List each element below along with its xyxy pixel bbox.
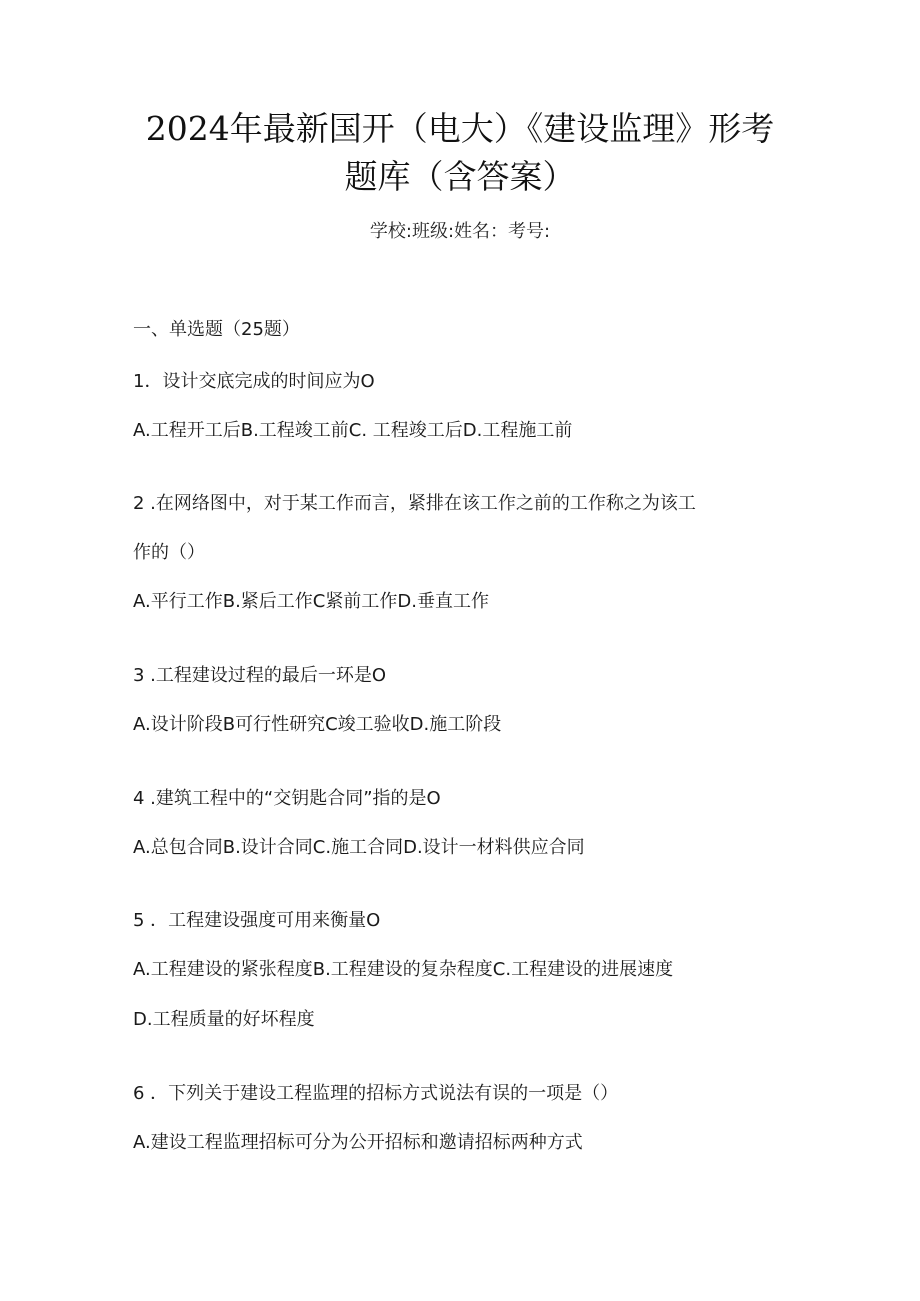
document-title-line-2: 题库（含答案） bbox=[344, 157, 576, 196]
question-6-options: A.建设工程监理招标可分为公开招标和邀请招标两种方式 bbox=[133, 1132, 583, 1153]
document-title-line-1: 2024年最新国开（电大）《建设监理》形考 bbox=[145, 109, 775, 148]
question-4-stem: 4 .建筑工程中的“交钥匙合同”指的是O bbox=[133, 788, 441, 809]
question-2-stem-continued: 作的（） bbox=[133, 542, 205, 563]
question-1-stem: 1．设计交底完成的时间应为O bbox=[133, 371, 375, 392]
student-info-line: 学校:班级:姓名：考号: bbox=[369, 221, 551, 242]
section-heading: 一、单选题（25题） bbox=[133, 319, 300, 340]
question-5-options-line-1: A.工程建设的紧张程度B.工程建设的复杂程度C.工程建设的进展速度 bbox=[133, 959, 674, 980]
question-2-stem: 2 .在网络图中，对于某工作而言，紧排在该工作之前的工作称之为该工 bbox=[133, 493, 696, 514]
question-4-options: A.总包合同B.设计合同C.施工合同D.设计一材料供应合同 bbox=[133, 837, 585, 858]
question-3-options: A.设计阶段B可行性研究C竣工验收D.施工阶段 bbox=[133, 714, 502, 735]
question-5-options-line-2: D.工程质量的好坏程度 bbox=[133, 1009, 315, 1030]
question-5-stem: 5 ．工程建设强度可用来衡量O bbox=[133, 910, 381, 931]
question-1-options: A.工程开工后B.工程竣工前C. 工程竣工后D.工程施工前 bbox=[133, 420, 573, 441]
question-6-stem: 6 ．下列关于建设工程监理的招标方式说法有误的一项是（） bbox=[133, 1083, 619, 1104]
question-3-stem: 3 .工程建设过程的最后一环是O bbox=[133, 665, 387, 686]
question-2-options: A.平行工作B.紧后工作C紧前工作D.垂直工作 bbox=[133, 591, 489, 612]
